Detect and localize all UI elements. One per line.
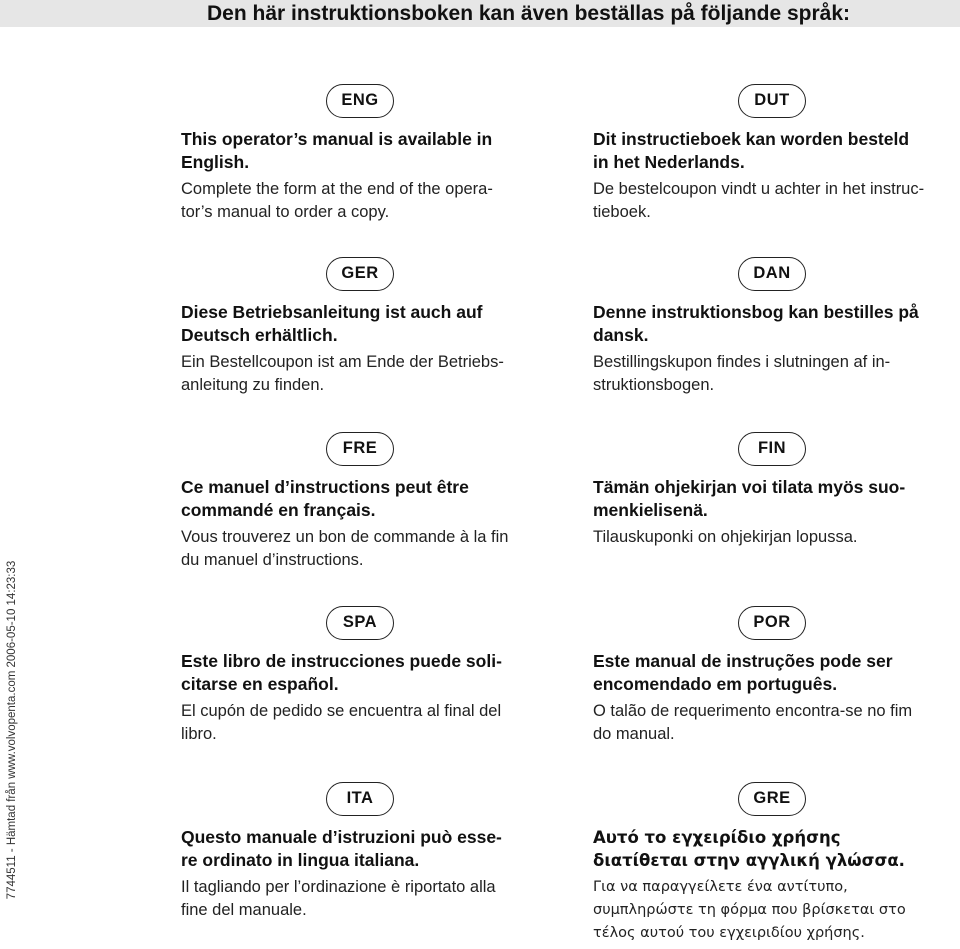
language-badge-dut: DUT	[738, 84, 806, 118]
section-headline: Tämän ohjekirjan voi tilata myös suo- menkielisenä.	[593, 477, 906, 520]
section-headline: This operator’s manual is available in English.	[181, 129, 493, 172]
download-stamp-text: 7744511 - Hämtad från www.volvopenta.com 2006-05-10 14:23:33	[6, 560, 18, 900]
page-title: Den här instruktionsboken kan även beställas på följande språk:	[0, 0, 960, 27]
section-body: Για να παραγγείλετε ένα αντίτυπο, συμπληρώστε τη φόρμα που βρίσκεται στο τέλος αυτού του εγχειριδίου χρήσης.	[593, 879, 906, 941]
section-headline: Dit instructieboek kan worden besteld in het Nederlands.	[593, 129, 910, 172]
section-body: Il tagliando per l’ordinazione è riportato alla fine del manuale.	[181, 878, 496, 919]
section-headline: Denne instruktionsbog kan bestilles på dansk.	[593, 302, 919, 345]
section-body: Complete the form at the end of the opera- tor’s manual to order a copy.	[181, 180, 493, 221]
section-headline: Este libro de instrucciones puede soli- citarse en español.	[181, 651, 502, 694]
section-headline: Questo manuale d’istruzioni può esse- re ordinato in lingua italiana.	[181, 827, 502, 870]
language-badge-ita: ITA	[326, 782, 394, 816]
section-body: O talão de requerimento encontra-se no fim do manual.	[593, 702, 913, 743]
section-headline: Ce manuel d’instructions peut être commandé en français.	[181, 477, 469, 520]
language-badge-spa: SPA	[326, 606, 394, 640]
section-body: Vous trouverez un bon de commande à la fin du manuel d’instructions.	[181, 528, 509, 569]
section-headline: Αυτό το εγχειρίδιο χρήσης διατίθεται στην αγγλική γλώσσα.	[593, 828, 905, 870]
language-badge-ger: GER	[326, 257, 394, 291]
section-body: El cupón de pedido se encuentra al final del libro.	[181, 702, 502, 743]
language-badge-dan: DAN	[738, 257, 806, 291]
section-headline: Este manual de instruções pode ser encomendado em português.	[593, 651, 893, 694]
section-body: Tilauskuponki on ohjekirjan lopussa.	[593, 528, 858, 546]
section-body: Ein Bestellcoupon ist am Ende der Betriebs- anleitung zu finden.	[181, 353, 504, 394]
language-badge-fre: FRE	[326, 432, 394, 466]
language-badge-eng: ENG	[326, 84, 394, 118]
language-badge-por: POR	[738, 606, 806, 640]
section-body: Bestillingskupon findes i slutningen af in- struktionsbogen.	[593, 353, 891, 394]
language-badge-fin: FIN	[738, 432, 806, 466]
section-headline: Diese Betriebsanleitung ist auch auf Deutsch erhältlich.	[181, 302, 483, 345]
section-body: De bestelcoupon vindt u achter in het instruc- tieboek.	[593, 180, 925, 221]
language-badge-gre: GRE	[738, 782, 806, 816]
